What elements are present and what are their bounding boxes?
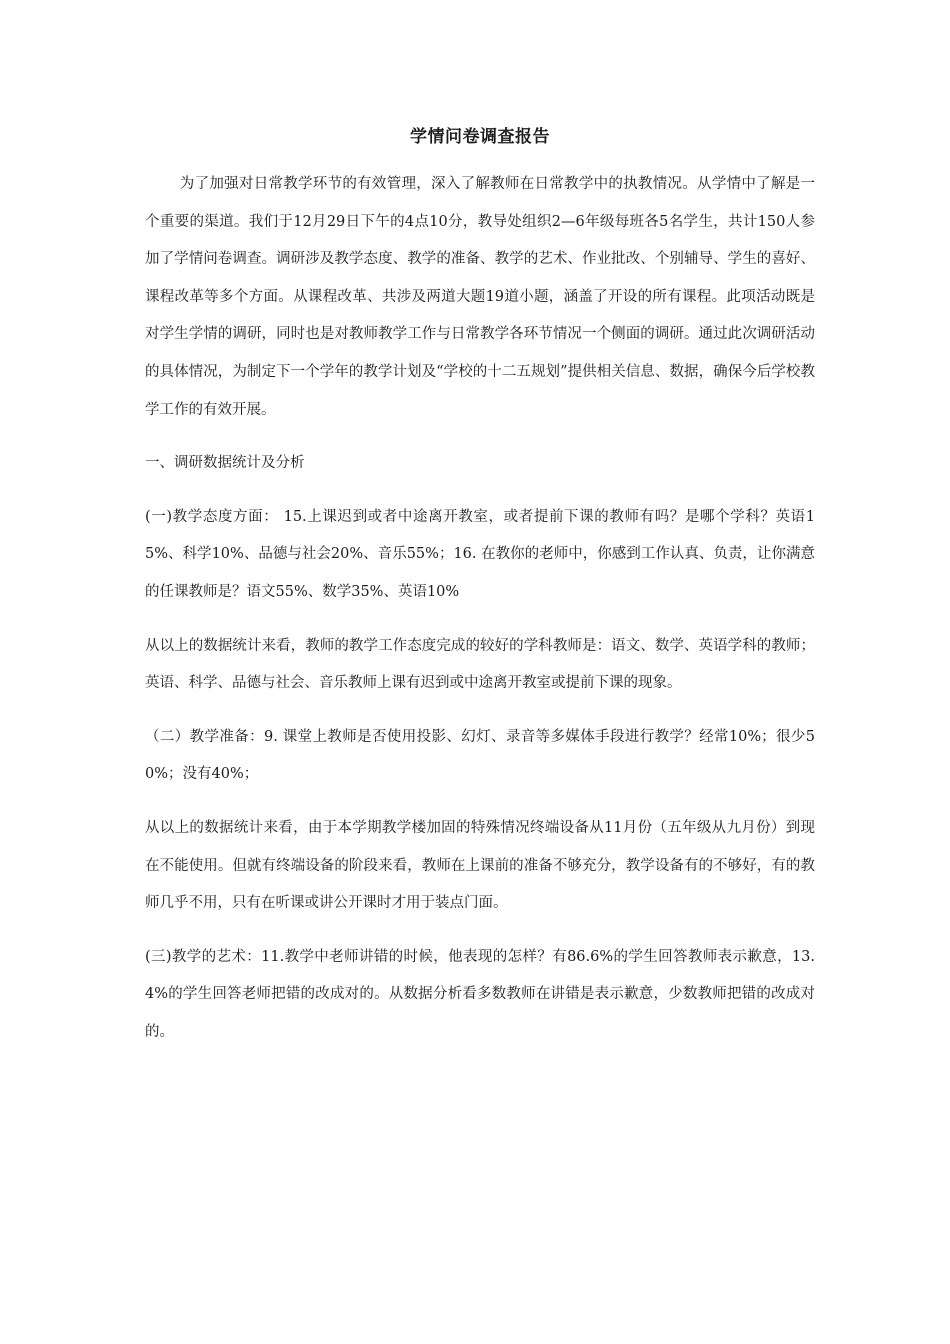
- attitude-analysis-paragraph: 从以上的数据统计来看，教师的教学工作态度完成的较好的学科教师是：语文、数学、英语学科的教师；英语、科学、品德与社会、音乐教师上课有迟到或中途离开教室或提前下课的现象。: [145, 637, 815, 692]
- document-page: [145, 118, 815, 1051]
- section-heading-1: 一、调研数据统计及分析: [145, 455, 305, 472]
- teaching-preparation-paragraph: （二）教学准备：9. 课堂上教师是否使用投影、幻灯、录音等多媒体手段进行教学？经常10%；很少50%；没有40%；: [145, 728, 815, 783]
- preparation-analysis-paragraph: 从以上的数据统计来看，由于本学期教学楼加固的特殊情况终端设备从11月份（五年级从九月份）到现在不能使用。但就有终端设备的阶段来看，教师在上课前的准备不够充分，教学设备有的不够好，有的教师几乎不用，只有在听课或讲公开课时才用于装点门面。: [145, 819, 815, 912]
- intro-paragraph: 为了加强对日常教学环节的有效管理，深入了解教师在日常教学中的执教情况。从学情中了解是一个重要的渠道。我们于12月29日下午的4点10分，教导处组织2—6年级每班各5名学生，共计150人参加了学情问卷调查。调研涉及教学态度、教学的准备、教学的艺术、作业批改、个别辅导、学生的喜好、课程改革等多个方面。从课程改革、共涉及两道大题19道小题，涵盖了开设的所有课程。此项活动既是对学生学情的调研，同时也是对教师教学工作与日常教学各环节情况一个侧面的调研。通过此次调研活动的具体情况，为制定下一个学年的教学计划及“学校的十二五规划”提供相关信息、数据，确保今后学校教学工作的有效开展。: [145, 176, 815, 418]
- teaching-art-paragraph: (三)教学的艺术：11.教学中老师讲错的时候，他表现的怎样？有86.6%的学生回答教师表示歉意，13.4%的学生回答老师把错的改成对的。从数据分析看多数教师在讲错是表示歉意，少数教师把错的改成对的。: [145, 948, 815, 1040]
- teaching-attitude-paragraph: (一)教学态度方面： 15.上课迟到或者中途离开教室，或者提前下课的教师有吗？是哪个学科？英语15%、科学10%、品德与社会20%、音乐55%；16. 在教你的老师中，你感到工作认真、负责，让你满意的任课教师是？语文55%、数学35%、英语10%: [145, 508, 815, 600]
- document-title: 学情问卷调查报告: [410, 127, 550, 147]
